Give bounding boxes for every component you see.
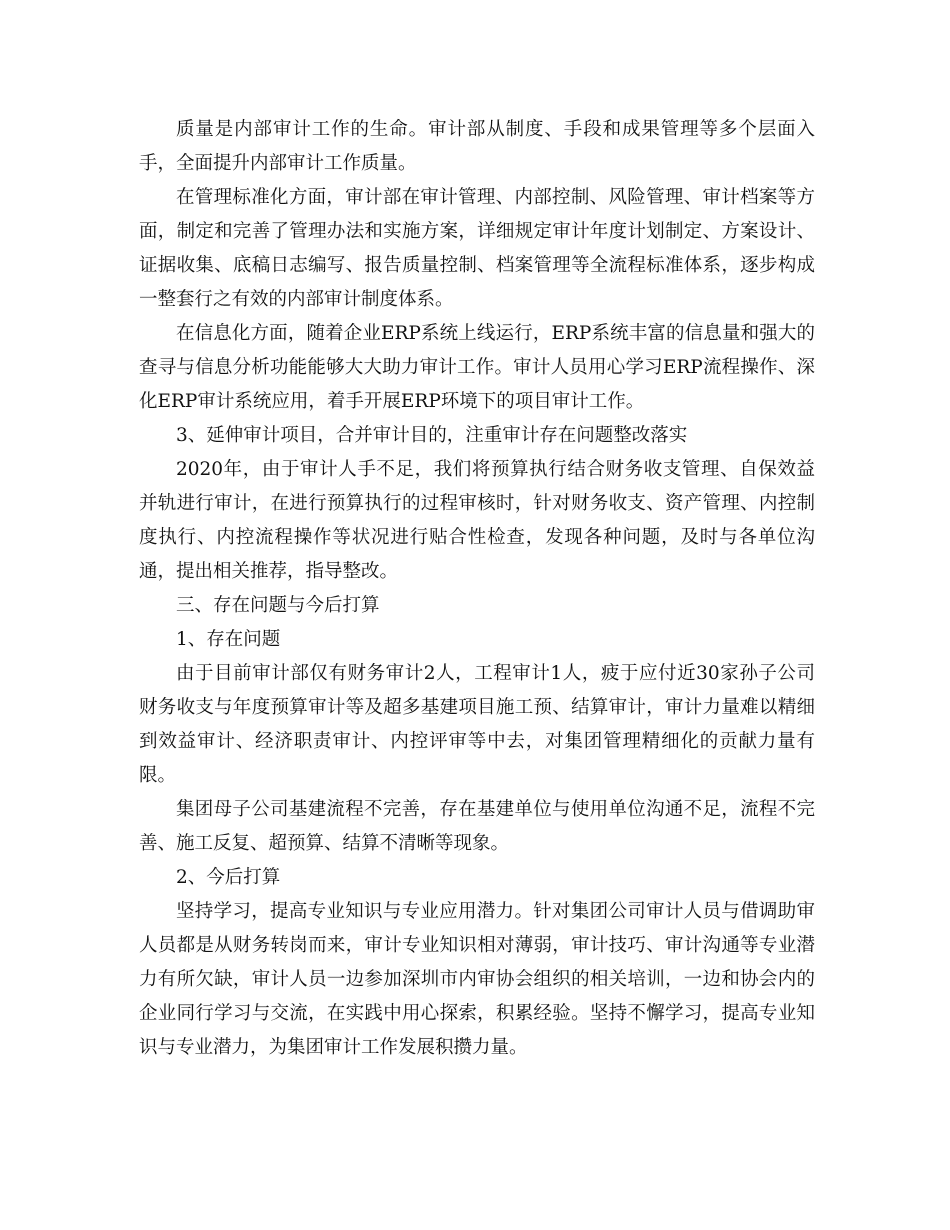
document-body: [139, 113, 815, 1065]
paragraph-construction-process: 集团母子公司基建流程不完善，存在基建单位与使用单位沟通不足，流程不完善、施工反复、超预算、结算不清晰等现象。: [139, 799, 815, 854]
paragraph-informatization: 在信息化方面，随着企业ERP系统上线运行，ERP系统丰富的信息量和强大的查寻与信息分析功能能够大大助力审计工作。审计人员用心学习ERP流程操作、深化ERP审计系统应用，着手开展ERP环境下的项目审计工作。: [139, 323, 815, 412]
subheading-existing-problems: 1、存在问题: [176, 629, 281, 650]
section-heading-problems-plans: 三、存在问题与今后打算: [176, 595, 380, 616]
paragraph-audit-quality: 质量是内部审计工作的生命。审计部从制度、手段和成果管理等多个层面入手，全面提升内部审计工作质量。: [139, 119, 815, 174]
paragraph-2020-audit: 2020年，由于审计人手不足，我们将预算执行结合财务收支管理、自保效益并轨进行审计，在进行预算执行的过程审核时，针对财务收支、资产管理、内控制度执行、内控流程操作等状况进行贴合性检查，发现各种问题，及时与各单位沟通，提出相关推荐，指导整改。: [139, 459, 815, 582]
subheading-future-plans: 2、今后打算: [176, 867, 281, 888]
paragraph-staffing-problem: 由于目前审计部仅有财务审计2人，工程审计1人，疲于应付近30家孙子公司财务收支与年度预算审计等及超多基建项目施工预、结算审计，审计力量难以精细到效益审计、经济职责审计、内控评审等中去，对集团管理精细化的贡献力量有限。: [139, 663, 815, 786]
paragraph-continuous-learning: 坚持学习，提高专业知识与专业应用潜力。针对集团公司审计人员与借调助审人员都是从财务转岗而来，审计专业知识相对薄弱，审计技巧、审计沟通等专业潜力有所欠缺，审计人员一边参加深圳市内审协会组织的相关培训，一边和协会内的企业同行学习与交流，在实践中用心探索，积累经验。坚持不懈学习，提高专业知识与专业潜力，为集团审计工作发展积攒力量。: [139, 901, 815, 1058]
paragraph-standardization: 在管理标准化方面，审计部在审计管理、内部控制、风险管理、审计档案等方面，制定和完善了管理办法和实施方案，详细规定审计年度计划制定、方案设计、证据收集、底稿日志编写、报告质量控制、档案管理等全流程标准体系，逐步构成一整套行之有效的内部审计制度体系。: [139, 187, 815, 310]
section-heading-3: 3、延伸审计项目，合并审计目的，注重审计存在问题整改落实: [176, 425, 688, 446]
